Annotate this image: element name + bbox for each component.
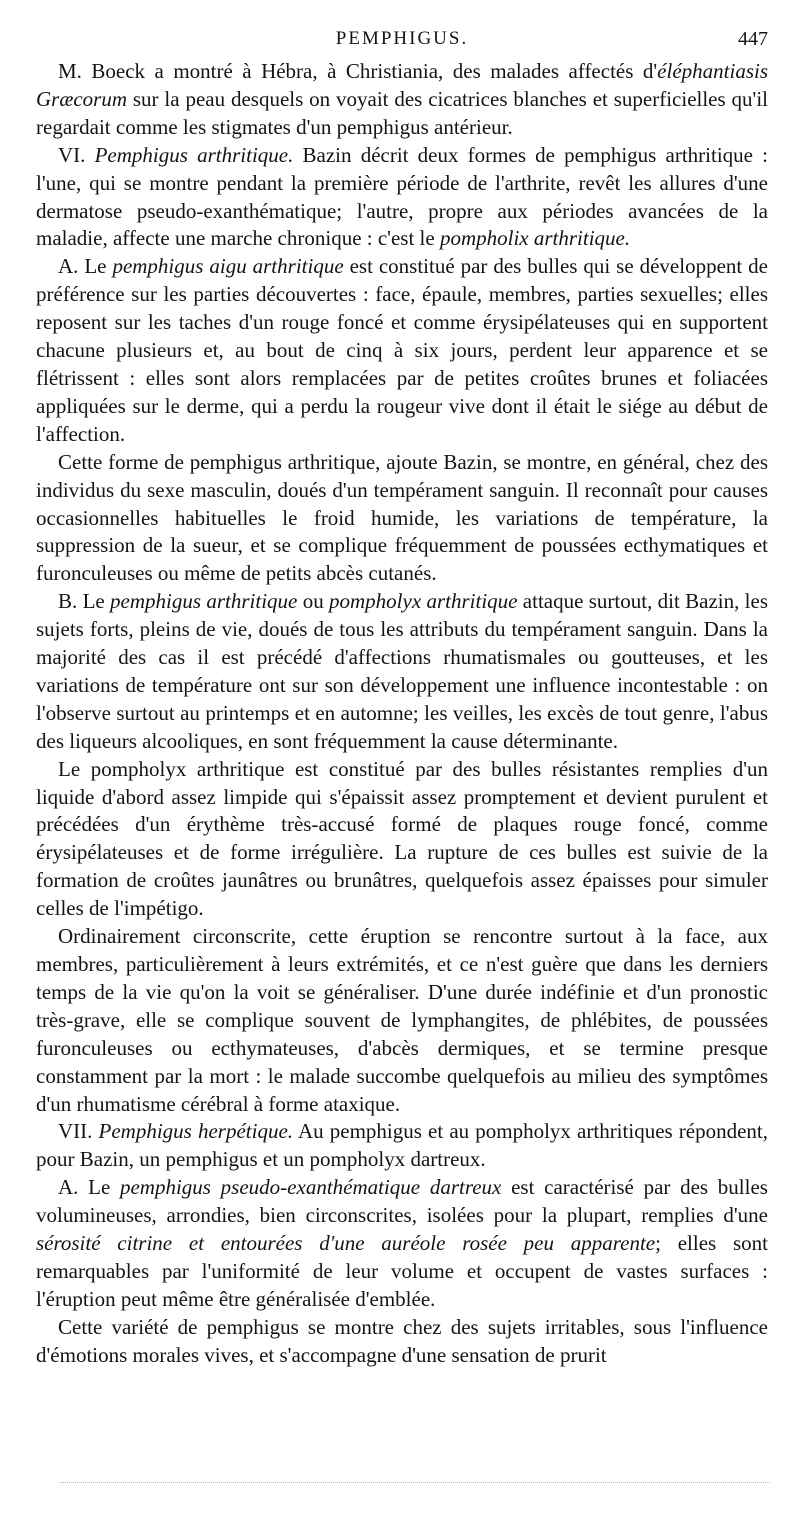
paragraph bbox=[36, 1118, 768, 1174]
paragraph-text: attaque surtout, dit Bazin, les sujets forts, pleins de vie, doués de tous les attributs du tempérament sanguin. Dans la majorité des cas il est précédé d'affections rhumatismales ou goutteuses, et les variations de température ont sur son développement une influence incontestable : on l'observe surtout au printemps et en automne; les veilles, les excès de tout genre, l'abus des liqueurs alcooliques, en sont fréquemment la cause déterminante. bbox=[36, 589, 769, 753]
paragraph bbox=[36, 142, 768, 254]
paragraph-text: Le pompholyx arthritique est constitué par des bulles résistantes remplies d'un liquide d'abord assez limpide qui s'épaissit assez promptement et devient purulent et précédées d'un érythème très-accusé formé de plaques rouge foncé, comme érysipélateuses et de forme irrégulière. La rupture de ces bulles est suivie de la formation de croûtes jaunâtres ou brunâtres, quelquefois assez épaisses pour simuler celles de l'impétigo. bbox=[36, 756, 768, 921]
page-bottom-rule bbox=[60, 1482, 770, 1483]
paragraph bbox=[36, 449, 768, 589]
paragraph bbox=[36, 58, 768, 142]
page-number: 447 bbox=[738, 28, 768, 50]
document-page bbox=[36, 24, 768, 1370]
paragraph-text: Ordinairement circonscrite, cette éruption se rencontre surtout à la face, aux membres, particulièrement à leurs extrémités, et ce n'est guère que dans les derniers temps de la vie qu'on la voit se généraliser. D'une durée indéfinie et d'un pronostic très-grave, elle se complique souvent de lymphangites, de phlébites, de poussées furonculeuses ou ecthymateuses, d'abcès dermiques, et se termine presque constamment par la mort : le malade succombe quelquefois au milieu des symptômes d'un rhumatisme cérébral à forme ataxique. bbox=[36, 924, 768, 1116]
italic-text: pompholix arthritique. bbox=[439, 226, 631, 251]
paragraph bbox=[36, 1174, 768, 1314]
running-title: PEMPHIGUS. bbox=[335, 28, 469, 49]
body-text bbox=[36, 58, 768, 1370]
paragraph-text: est constitué par des bulles qui se développent de préférence sur les parties découvertes : face, épaule, membres, parties sexuelles; elles reposent sur les taches d'un rouge foncé et comme érysipélateuses qui en supportent chacune plusieurs et, au bout de cinq à six jours, perdent leur apparence et se flétrissent : elles sont alors remplacées par de petites croûtes brunes et foliacées appliquées sur le derme, qui a perdu la rougeur vive dont il était le siége au début de l'affection. bbox=[36, 254, 768, 446]
italic-text: pemphigus pseudo-exanthématique dartreux bbox=[119, 1175, 502, 1200]
paragraph-text: VI. bbox=[58, 142, 95, 167]
italic-text: pompholyx arthritique bbox=[329, 589, 518, 614]
paragraph bbox=[36, 1314, 768, 1370]
italic-text: Pemphigus herpétique. bbox=[98, 1119, 294, 1144]
paragraph bbox=[36, 588, 768, 755]
paragraph-text: A. Le bbox=[58, 254, 113, 279]
paragraph-text: ou bbox=[297, 589, 330, 614]
paragraph-text: Au pemphigus et au pompholyx arthritiques répondent, pour Bazin, un pemphigus et un pompholyx dartreux. bbox=[36, 1119, 769, 1172]
running-header bbox=[36, 24, 768, 58]
paragraph bbox=[36, 253, 768, 448]
paragraph-text: M. Boeck a montré à Hébra, à Christiania, des malades affectés d' bbox=[58, 59, 658, 83]
paragraph bbox=[36, 756, 768, 923]
paragraph-text: ; elles sont remarquables par l'uniformité de leur volume et occupent de vastes surfaces : l'éruption peut même être généralisée d'emblée. bbox=[36, 1231, 768, 1311]
paragraph-text: Bazin décrit deux formes de pemphigus arthritique : l'une, qui se montre pendant la première période de l'arthrite, revêt les allures d'une dermatose pseudo-exanthématique; l'autre, propre aux périodes avancées de la maladie, affecte une marche chronique : c'est le bbox=[36, 142, 768, 251]
paragraph bbox=[36, 923, 768, 1118]
italic-text: pemphigus aigu arthritique bbox=[112, 254, 344, 279]
italic-text: sérosité citrine et entourées d'une auréole rosée peu apparente bbox=[36, 1231, 656, 1256]
paragraph-text: VII. bbox=[58, 1119, 99, 1144]
paragraph-text: est caractérisé par des bulles volumineuses, arrondies, bien circonscrites, isolées pour la plupart, remplies d'une bbox=[36, 1175, 768, 1228]
paragraph-text: Cette variété de pemphigus se montre chez des sujets irritables, sous l'influence d'émotions morales vives, et s'accompagne d'une sensation de prurit bbox=[36, 1314, 768, 1367]
paragraph-text: A. Le bbox=[58, 1175, 120, 1200]
italic-text: éléphantiasis Græcorum bbox=[36, 59, 768, 111]
paragraph-text: sur la peau desquels on voyait des cicatrices blanches et superficielles qu'il regardait comme les stigmates d'un pemphigus antérieur. bbox=[36, 86, 768, 139]
italic-text: Pemphigus arthritique. bbox=[94, 142, 294, 167]
paragraph-text: Cette forme de pemphigus arthritique, ajoute Bazin, se montre, en général, chez des individus du sexe masculin, doués d'un tempérament sanguin. Il reconnaît pour causes occasionnelles habituelles le froid humide, les variations de température, la suppression de la sueur, et se complique fréquemment de poussées ecthymatiques et furonculeuses ou même de petits abcès cutanés. bbox=[36, 449, 768, 586]
paragraph-text: B. Le bbox=[58, 589, 111, 614]
italic-text: pemphigus arthritique bbox=[110, 589, 298, 614]
